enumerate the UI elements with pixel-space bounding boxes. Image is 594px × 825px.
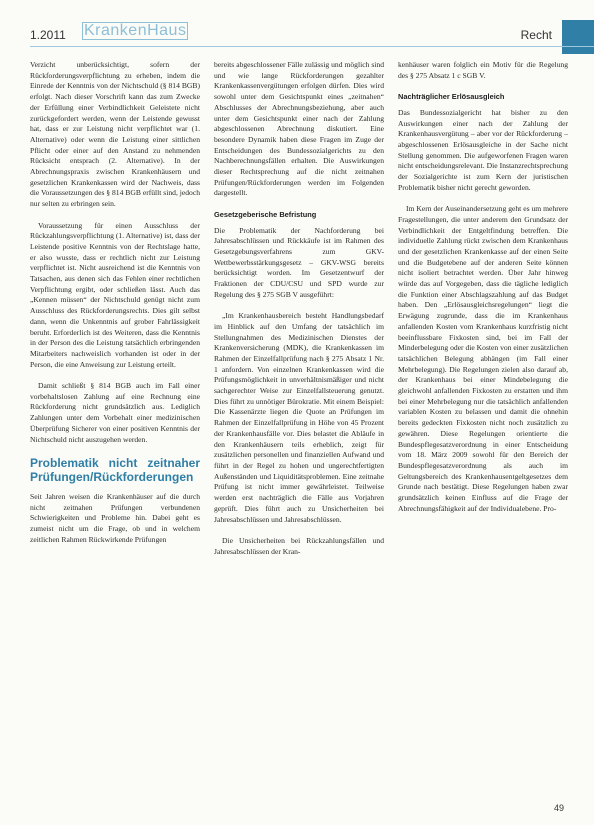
subheading: Gesetzgeberische Befristung: [214, 209, 317, 219]
column-3: [398, 60, 568, 800]
logo-mark: KrankenHaus: [84, 22, 187, 39]
column-1: [30, 60, 200, 800]
page-number: 49: [553, 803, 564, 813]
quote-paragraph: „Im Krankenhausbereich besteht Handlungsbedarf im Hinblick auf den Umfang der tatsächlich im Stellungnahmen des Medizinischen Dienstes der Krankenversicherung (MDK), die Krankenkassen im Rahmen der Einzelfallprüfung nach § 275 Absatz 1 Nr. 1 anfordern. Von einzelnen Krankenkassen wird die Prüfungsmöglichkeit in unverhältnismäßiger und nicht sachgerechter Weise zur Einzelfallsteuerung genutzt. Dies führt zu unnötiger Bürokratie. Mit einem Beispiel: Die Kassenärzte liegen die Quote an Prüfungen im Rahmen der Einzelfallprüfung in Höhe von 45 Prozent der Krankenhausfälle vor. Dies belastet die Abläufe in den Krankenhäusern teils erheblich, zeigt für zusätzlichen personellen und finanziellen Aufwand und führt in der Regel zu hohen und ungerechtfertigten Außenständen und Liquiditätsproblemen. Eine zeitnahe Prüfung ist nicht immer gewährleistet. Teilweise werden erst nachträglich die Fälle aus Vorjahren geprüft. Dies führt auch zu Unsicherheiten bei Jahresabschlüssen und Jahresabschlüssen.: [214, 311, 384, 524]
paragraph: Voraussetzung für einen Ausschluss der Rückzahlungsverpflichtung (1. Alternative) ist, dass der Leistende positive Kenntnis von der Rechtslage hatte, er also wusste, dass er rechtlich nicht zur Leistung verpflichtet ist. Nicht ausreichend ist die Kenntnis von Tatsachen, aus denen sich das Fehlen einer rechtlichen Verpflichtung ergibt, oder schließen lässt. Auch das „Kennen müssen“ der Nichtschuld genügt nicht zum Ausschluss des Rückforderungsrechts. Dies gilt selbst dann, wenn die Unkenntnis auf grober Fahrlässigkeit beruht. Erforderlich ist des Weiteren, dass die Kenntnis in der Person des die Leistung tatsächlich erbringenden Mitarbeiters nachweislich vorhanden ist oder in der Person, die eine Anweisung zur Leistung erteilt.: [30, 220, 200, 369]
paragraph: Die Problematik der Nachforderung bei Jahresabschlüssen und Rückkäufe ist im Rahmen des Gesetzgebungsverfahrens zum GKV-Wettbewerbsstärkungsgesetz – GKV-WSG bereits berücksichtigt worden. Im Gesetzentwurf der Fraktionen der CDU/CSU und SPD wurde zur Regelung des § 275 SGB V ausgeführt:: [214, 225, 384, 299]
header-divider: [30, 46, 594, 47]
article-body: [30, 60, 568, 800]
subheading: Nachträglicher Erlösausgleich: [398, 92, 505, 102]
paragraph: Damit schließt § 814 BGB auch im Fall einer vorbehaltslosen Zahlung auf eine Rechnung eine Rückforderung nicht grundsätzlich aus. Lediglich Zahlungen unter dem Vorbehalt einer medizinischen Überprüfung Sicherer von einer positiven Kenntnis der Nichtschuld nicht auszugehen werden.: [30, 381, 200, 444]
paragraph: Im Kern der Auseinandersetzung geht es um mehrere Fragestellungen, die unter anderem den Grundsatz der Verbindlichkeit der Entgeltfindung betreffen. Die individuelle Zahlung rückt zwischen dem Krankenhaus und der gesetzlichen Krankenkasse auf der einen Seite und die Budgetebene auf der anderen Seite können nicht isoliert betrachtet werden. Über Jahr hinweg würde das auf Vorgegeben, dass die tägliche lediglich die Funktion einer Abschlagszahlung auf das Budget haben. Den „Erlösausgleichsregelungen“ liegt die Erwägung zugrunde, dass die im Krankenhaus anfallenden Kosten vom Krankenhaus kurzfristig nicht beeinflussbare Fixkosten sind, bei im Fall der Minderbelegung oder die Kosten von einer zusätzlichen tatsächlichen Belegung abhängen (im Fall einer Mehrbelegung). Die Regelungen zielen also darauf ab, der Krankenhaus bei einer Mindebelegung die gleichwohl anfallenden Fixkosten zu erstatten und ihm bei einer Mehrbelegung nur die tatsächlich anfallenden variablen Kosten zu belassen und damit die ohnehin bereits gedeckten Fixkosten nicht noch zusätzlich zu gewähren. Diese Regelungen orientierte die Bundespflegesatzverordnung in einer Entscheidung vom 18. März 2009 sowohl für den Bereich der Bundespflegesatzverordnung als auch im Geltungsbereich des Krankenhausentgeltgesetzes dem Grunde nach bestätigt. Diese Regelungen haben zwar grundsätzlich keinen Einfluss auf die Frage der Abrechnungsfähigkeit auf der Individualebene. Pro-: [398, 204, 568, 513]
paragraph: Die Unsicherheiten bei Rückzahlungsfällen und Jahresabschlüssen der Kran-: [214, 535, 384, 556]
section-heading: Problematik nicht zeitnaher Prüfungen/Rückforderungen: [30, 455, 200, 484]
section-tab-marker: [562, 20, 594, 54]
paragraph: Das Bundessozialgericht hat bisher zu den Auswirkungen einer nach der Zahlung der Krankenhausvergütung – aber vor der Rückforderung – abgeschlossenen Erlösausgleiche in der Sache nicht Stellung genommen. Die aufgeworfenen Fragen waren nicht entscheidungsrelevant. Die Instanzrechtsprechung der Sozialgerichte ist zum Kern der juristischen Problematik bisher nicht gerecht geworden.: [398, 107, 568, 192]
magazine-logo: [82, 22, 188, 40]
paragraph: Seit Jahren weisen die Krankenhäuser auf die durch nicht zeitnahen Prüfungen verbundenen Schwierigkeiten und Probleme hin. Dabei geht es zumeist nicht um die Frage, ob und in welchem zeitlichen Rahmen Rückwirkende Prüfungen: [30, 491, 200, 544]
issue-date: 1.2011: [30, 28, 66, 42]
paragraph: kenhäuser waren folglich ein Motiv für die Regelung des § 275 Absatz 1 c SGB V.: [398, 60, 568, 80]
page-header: [0, 0, 594, 52]
section-title: Recht: [520, 28, 552, 42]
column-2: [214, 60, 384, 800]
paragraph: bereits abgeschlossener Fälle zulässig und möglich sind und wie lange Rückforderungen gezahlter Krankenkassenvergütungen erfolgen dürfen. Dies wird sowohl unter dem Gesichtspunkt eines „zeitnahen“ Abschlusses der Abrechnungsbeziehung, aber auch unter dem Gesichtspunkt einer nach der Zahlung abgeschlossenen Abrechnung diskutiert. Eine besondere Dynamik haben diese Fragen im Zuge der Entscheidungen des Bundessozialgerichts zu den Nachberechnungsfällen erhalten. Die Auswirkungen dieser Rechtsprechung auf die nicht zeitnahen Prüfungen/Rückforderungen werden im Folgenden dargestellt.: [214, 60, 384, 198]
paragraph: Verzicht unberücksichtigt, sofern der Rückforderungsverpflichtung zu erheben, indem die Einrede der Kenntnis von der Nichtschuld (§ 814 BGB) erfolgt. Nach dieser Vorschrift kann das zum Zwecke der Erfüllung einer Verbindlichkeit Geleistete nicht zurückgefordert werden, wenn der Leistende gewusst hat, dass er zur Leistung nicht verpflichtet war (1. Alternative) oder wenn die Leistung einer sittlichen Pflicht oder einer auf den Anstand zu nehmenden Rücksicht entsprach (2. Alternative). In der Abrechnungspraxis zwischen Krankenhäusern und gesetzlichen Krankenkassen wird der Nachweis, dass die Voraussetzungen des § 814 BGB erfüllt sind, jedoch nur selten zu erbringen sein.: [30, 60, 200, 209]
